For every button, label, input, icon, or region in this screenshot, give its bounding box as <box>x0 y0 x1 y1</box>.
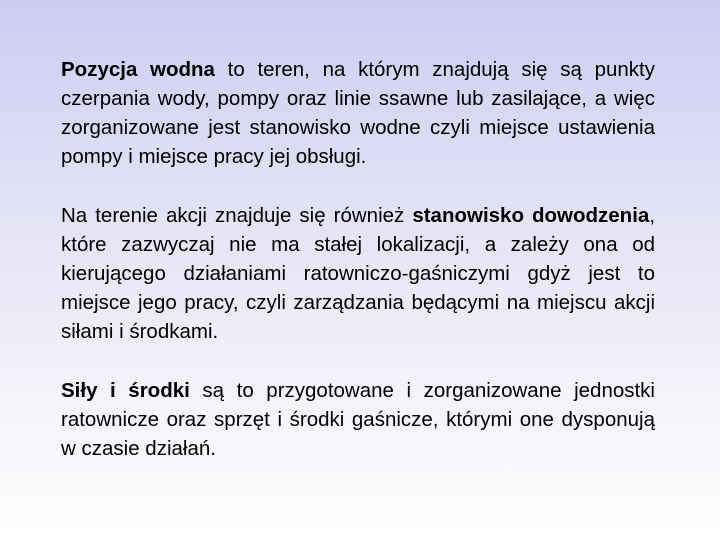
term-water-position: Pozycja wodna <box>61 58 215 81</box>
paragraph-command-post <box>61 201 655 346</box>
paragraph-water-position <box>61 55 655 171</box>
paragraph-forces-and-means <box>61 376 655 463</box>
term-forces-and-means: Siły i środki <box>61 379 190 402</box>
term-command-post: stanowisko dowodzenia <box>412 204 650 227</box>
slide-content <box>61 55 655 463</box>
definition-command-post: , które zazwyczaj nie ma stałej lokalizacji, a zależy ona od kierującego działaniami ratowniczo-gaśniczymi gdyż jest to miejsce jego pracy, czyli zarządzania będącymi na miejscu akcji siłami i środkami. <box>61 204 656 343</box>
definition-forces-and-means: są to przygotowane i zorganizowane jednostki ratownicze oraz sprzęt i środki gaśnicze, którymi one dysponują w czasie działań. <box>61 379 655 460</box>
definition-water-position: to teren, na którym znajdują się są punkty czerpania wody, pompy oraz linie ssawne lub zasilające, a więc zorganizowane jest stanowisko wodne czyli miejsce ustawienia pompy i miejsce pracy jej obsługi. <box>61 58 655 168</box>
intro-command-post: Na terenie akcji znajduje się również <box>61 204 413 227</box>
